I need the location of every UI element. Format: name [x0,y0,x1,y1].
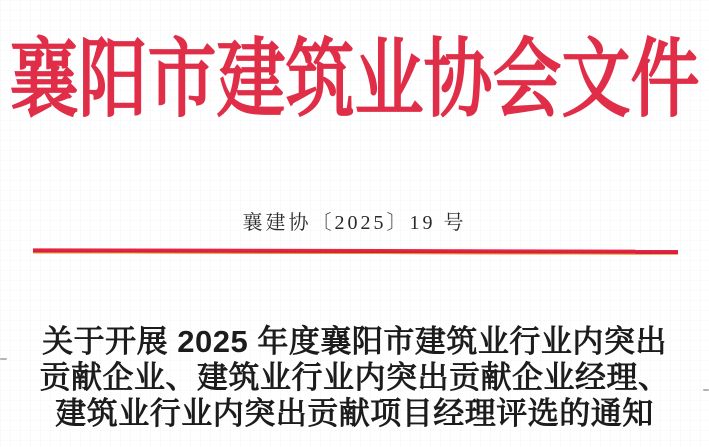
red-divider-rule [33,248,678,254]
notice-title-line-3: 建筑业行业内突出贡献项目经理评选的通知 [55,396,654,431]
notice-title-line-2: 贡献企业、建筑业行业内突出贡献企业经理、 [39,360,670,395]
notice-title [0,324,709,432]
document-red-header-title: 襄阳市建筑业协会文件 [9,32,700,128]
document-number: 襄建协〔2025〕19 号 [242,212,467,234]
notice-title-line-1: 关于开展 2025 年度襄阳市建筑业行业内突出 [42,324,667,359]
scan-artifact-speck [703,389,709,391]
scan-artifact-speck [0,358,7,360]
